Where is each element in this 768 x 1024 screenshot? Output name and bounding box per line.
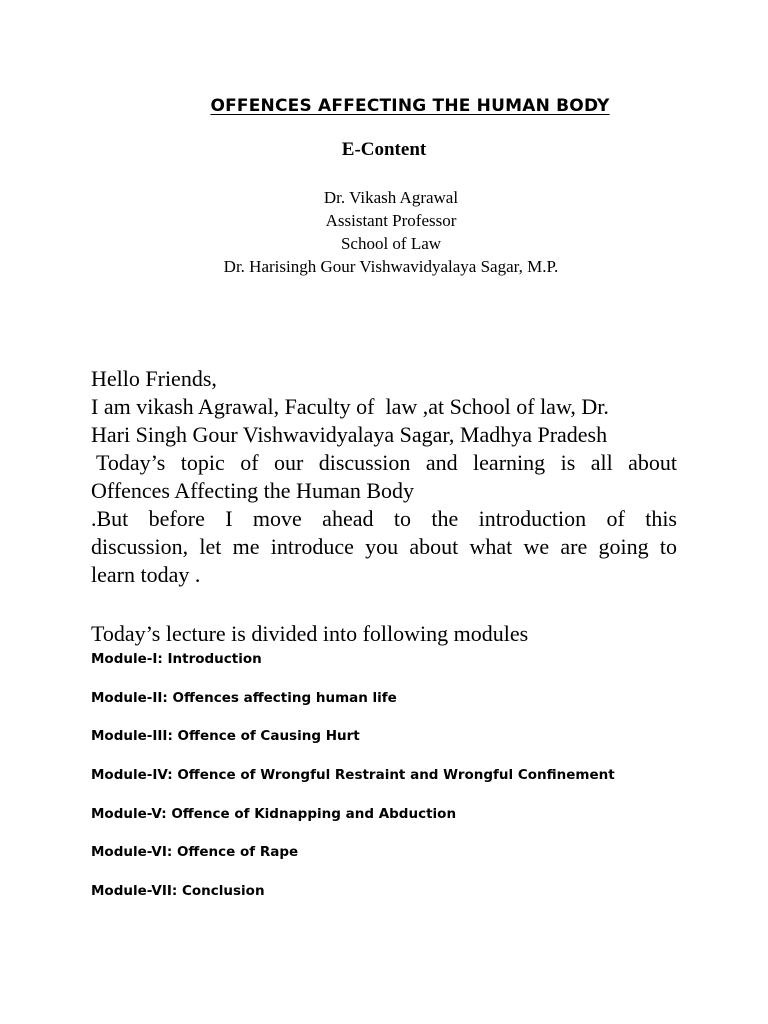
module-item: Module-I: Introduction (91, 651, 262, 667)
ahead-line-1: .But before I move ahead to the introduction of this (91, 506, 677, 531)
module-item: Module-III: Offence of Causing Hurt (91, 728, 360, 745)
topic-line-2: Offences Affecting the Human Body (91, 478, 414, 503)
module-list (91, 648, 615, 919)
document-title: OFFENCES AFFECTING THE HUMAN BODY (210, 96, 610, 116)
author-block (0, 186, 768, 278)
module-item: Module-IV: Offence of Wrongful Restraint and Wrongful Confinement (91, 767, 615, 784)
author-name: Dr. Vikash Agrawal (323, 188, 459, 207)
module-item: Module-II: Offences affecting human life (91, 689, 397, 706)
ahead-line-2: discussion, let me introduce you about what we are going to (91, 534, 677, 559)
module-item: Module-VI: Offence of Rape (91, 844, 299, 861)
greeting: Hello Friends, (91, 366, 217, 391)
intro-paragraph (91, 365, 677, 589)
document-subtitle: E-Content (341, 139, 427, 160)
intro-line-2: Hari Singh Gour Vishwavidyalaya Sagar, Madhya Pradesh (91, 422, 608, 447)
lecture-intro: Today’s lecture is divided into following modules (91, 621, 529, 646)
topic-line-1: Today’s topic of our discussion and learning is all about (96, 450, 677, 475)
intro-line-1: I am vikash Agrawal, Faculty of law ,at School of law, Dr. (91, 394, 609, 419)
module-item: Module-VII: Conclusion (91, 883, 265, 900)
module-item: Module-V: Offence of Kidnapping and Abduction (91, 805, 457, 822)
author-department: School of Law (340, 234, 442, 253)
author-institution: Dr. Harisingh Gour Vishwavidyalaya Sagar, M.P. (223, 257, 559, 276)
ahead-line-3: learn today . (91, 562, 201, 587)
author-position: Assistant Professor (325, 211, 457, 230)
